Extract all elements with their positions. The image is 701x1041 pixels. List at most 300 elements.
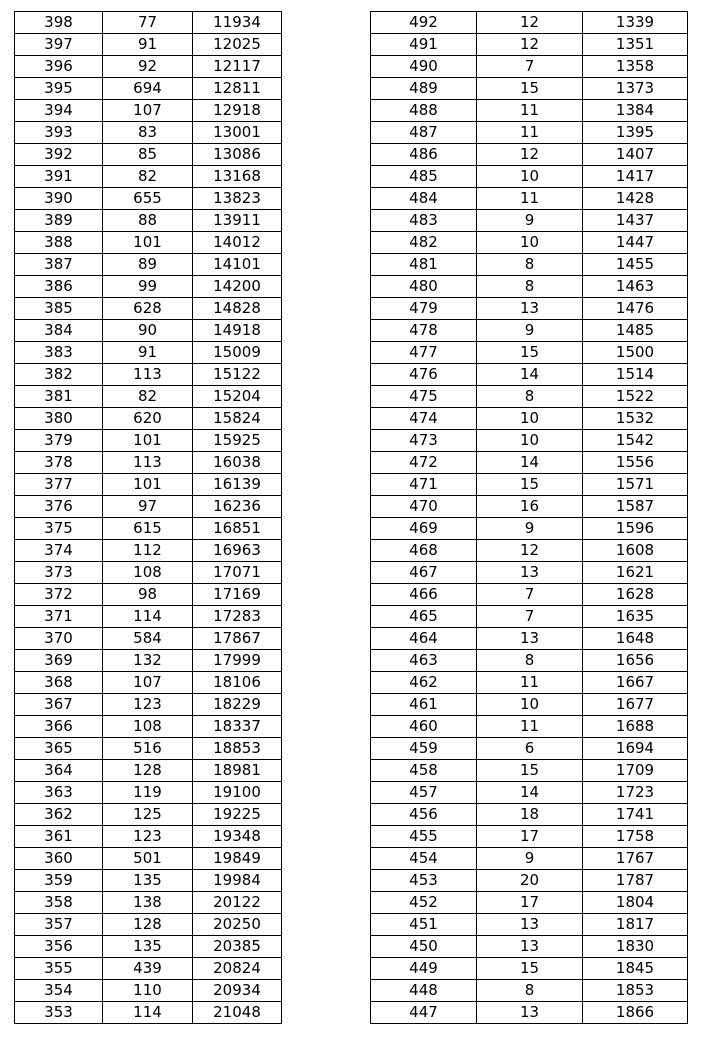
count-cell: 15 [477, 760, 583, 782]
count-cell: 620 [103, 408, 193, 430]
count-cell: 16 [477, 496, 583, 518]
score-cell: 481 [371, 254, 477, 276]
table-body [371, 12, 688, 1024]
cumulative-cell: 1417 [583, 166, 688, 188]
count-cell: 11 [477, 672, 583, 694]
count-cell: 14 [477, 452, 583, 474]
table-row [15, 386, 282, 408]
count-cell: 82 [103, 386, 193, 408]
score-cell: 486 [371, 144, 477, 166]
table-row [371, 100, 688, 122]
score-cell: 381 [15, 386, 103, 408]
table-row [15, 56, 282, 78]
cumulative-cell: 1596 [583, 518, 688, 540]
score-cell: 447 [371, 1002, 477, 1024]
table-row [371, 430, 688, 452]
cumulative-cell: 1395 [583, 122, 688, 144]
score-cell: 379 [15, 430, 103, 452]
cumulative-cell: 1767 [583, 848, 688, 870]
score-cell: 372 [15, 584, 103, 606]
count-cell: 9 [477, 320, 583, 342]
count-cell: 516 [103, 738, 193, 760]
table-row [371, 870, 688, 892]
cumulative-cell: 1351 [583, 34, 688, 56]
table-row [371, 364, 688, 386]
cumulative-cell: 1514 [583, 364, 688, 386]
cumulative-cell: 1437 [583, 210, 688, 232]
cumulative-cell: 1709 [583, 760, 688, 782]
count-cell: 119 [103, 782, 193, 804]
table-row [15, 210, 282, 232]
count-cell: 99 [103, 276, 193, 298]
cumulative-cell: 12811 [193, 78, 282, 100]
score-cell: 392 [15, 144, 103, 166]
cumulative-cell: 1723 [583, 782, 688, 804]
count-cell: 15 [477, 342, 583, 364]
cumulative-cell: 1500 [583, 342, 688, 364]
count-cell: 11 [477, 716, 583, 738]
count-cell: 12 [477, 144, 583, 166]
table-row [15, 826, 282, 848]
cumulative-cell: 1688 [583, 716, 688, 738]
table-row [371, 826, 688, 848]
count-cell: 8 [477, 386, 583, 408]
score-cell: 473 [371, 430, 477, 452]
score-cell: 387 [15, 254, 103, 276]
cumulative-cell: 1358 [583, 56, 688, 78]
cumulative-cell: 1455 [583, 254, 688, 276]
table-row [371, 496, 688, 518]
score-cell: 475 [371, 386, 477, 408]
score-cell: 365 [15, 738, 103, 760]
cumulative-cell: 15009 [193, 342, 282, 364]
table-row [371, 804, 688, 826]
count-cell: 91 [103, 34, 193, 56]
table-row [371, 1002, 688, 1024]
score-cell: 380 [15, 408, 103, 430]
table-row [371, 342, 688, 364]
score-cell: 354 [15, 980, 103, 1002]
table-row [371, 848, 688, 870]
cumulative-cell: 1571 [583, 474, 688, 496]
score-cell: 460 [371, 716, 477, 738]
table-row [371, 56, 688, 78]
score-table-left [14, 11, 282, 1024]
count-cell: 17 [477, 892, 583, 914]
table-row [15, 1002, 282, 1024]
cumulative-cell: 14012 [193, 232, 282, 254]
count-cell: 107 [103, 100, 193, 122]
count-cell: 6 [477, 738, 583, 760]
table-row [371, 980, 688, 1002]
cumulative-cell: 1628 [583, 584, 688, 606]
table-row [371, 408, 688, 430]
score-cell: 359 [15, 870, 103, 892]
table-row [15, 694, 282, 716]
count-cell: 108 [103, 562, 193, 584]
score-cell: 465 [371, 606, 477, 628]
count-cell: 11 [477, 188, 583, 210]
cumulative-cell: 15925 [193, 430, 282, 452]
count-cell: 8 [477, 254, 583, 276]
count-cell: 107 [103, 672, 193, 694]
cumulative-cell: 13168 [193, 166, 282, 188]
count-cell: 13 [477, 914, 583, 936]
table-row [15, 716, 282, 738]
cumulative-cell: 19984 [193, 870, 282, 892]
table-row [371, 936, 688, 958]
score-cell: 448 [371, 980, 477, 1002]
cumulative-cell: 1542 [583, 430, 688, 452]
table-row [15, 144, 282, 166]
count-cell: 694 [103, 78, 193, 100]
score-cell: 455 [371, 826, 477, 848]
cumulative-cell: 12117 [193, 56, 282, 78]
score-cell: 370 [15, 628, 103, 650]
table-row [371, 694, 688, 716]
cumulative-cell: 17867 [193, 628, 282, 650]
table-row [15, 122, 282, 144]
cumulative-cell: 1741 [583, 804, 688, 826]
score-cell: 368 [15, 672, 103, 694]
count-cell: 628 [103, 298, 193, 320]
score-cell: 386 [15, 276, 103, 298]
count-cell: 112 [103, 540, 193, 562]
score-cell: 376 [15, 496, 103, 518]
count-cell: 98 [103, 584, 193, 606]
count-cell: 9 [477, 518, 583, 540]
cumulative-cell: 15122 [193, 364, 282, 386]
score-cell: 367 [15, 694, 103, 716]
count-cell: 128 [103, 914, 193, 936]
table-row [371, 210, 688, 232]
cumulative-cell: 13001 [193, 122, 282, 144]
cumulative-cell: 1817 [583, 914, 688, 936]
count-cell: 91 [103, 342, 193, 364]
table-row [371, 760, 688, 782]
count-cell: 9 [477, 848, 583, 870]
cumulative-cell: 11934 [193, 12, 282, 34]
cumulative-cell: 13911 [193, 210, 282, 232]
count-cell: 11 [477, 122, 583, 144]
cumulative-cell: 19348 [193, 826, 282, 848]
count-cell: 501 [103, 848, 193, 870]
score-cell: 482 [371, 232, 477, 254]
score-cell: 375 [15, 518, 103, 540]
score-cell: 450 [371, 936, 477, 958]
table-row [371, 122, 688, 144]
table-row [371, 606, 688, 628]
score-cell: 464 [371, 628, 477, 650]
score-cell: 353 [15, 1002, 103, 1024]
cumulative-cell: 14200 [193, 276, 282, 298]
score-cell: 384 [15, 320, 103, 342]
count-cell: 138 [103, 892, 193, 914]
score-cell: 474 [371, 408, 477, 430]
score-cell: 449 [371, 958, 477, 980]
table-row [15, 518, 282, 540]
cumulative-cell: 17071 [193, 562, 282, 584]
score-cell: 389 [15, 210, 103, 232]
cumulative-cell: 1339 [583, 12, 688, 34]
table-row [371, 650, 688, 672]
cumulative-cell: 1804 [583, 892, 688, 914]
cumulative-cell: 1608 [583, 540, 688, 562]
count-cell: 7 [477, 606, 583, 628]
table-row [15, 496, 282, 518]
table-row [15, 848, 282, 870]
table-row [15, 254, 282, 276]
cumulative-cell: 1758 [583, 826, 688, 848]
cumulative-cell: 17283 [193, 606, 282, 628]
count-cell: 110 [103, 980, 193, 1002]
score-cell: 461 [371, 694, 477, 716]
count-cell: 10 [477, 694, 583, 716]
score-cell: 395 [15, 78, 103, 100]
count-cell: 15 [477, 474, 583, 496]
cumulative-cell: 19100 [193, 782, 282, 804]
count-cell: 7 [477, 584, 583, 606]
table-row [371, 298, 688, 320]
count-cell: 114 [103, 606, 193, 628]
cumulative-cell: 20250 [193, 914, 282, 936]
score-cell: 371 [15, 606, 103, 628]
count-cell: 10 [477, 166, 583, 188]
score-table-right [370, 11, 688, 1024]
cumulative-cell: 16139 [193, 474, 282, 496]
score-cell: 472 [371, 452, 477, 474]
count-cell: 20 [477, 870, 583, 892]
score-cell: 466 [371, 584, 477, 606]
table-row [371, 892, 688, 914]
score-cell: 362 [15, 804, 103, 826]
score-cell: 489 [371, 78, 477, 100]
cumulative-cell: 12918 [193, 100, 282, 122]
score-cell: 382 [15, 364, 103, 386]
score-cell: 364 [15, 760, 103, 782]
score-cell: 361 [15, 826, 103, 848]
cumulative-cell: 18853 [193, 738, 282, 760]
table-row [15, 584, 282, 606]
count-cell: 135 [103, 870, 193, 892]
table-row [371, 254, 688, 276]
table-row [15, 232, 282, 254]
count-cell: 77 [103, 12, 193, 34]
table-row [371, 452, 688, 474]
table-row [371, 584, 688, 606]
table-row [371, 34, 688, 56]
cumulative-cell: 13086 [193, 144, 282, 166]
table-row [371, 562, 688, 584]
score-cell: 476 [371, 364, 477, 386]
count-cell: 125 [103, 804, 193, 826]
cumulative-cell: 20934 [193, 980, 282, 1002]
table-row [15, 936, 282, 958]
table-row [371, 188, 688, 210]
table-row [15, 760, 282, 782]
score-cell: 477 [371, 342, 477, 364]
table-row [371, 144, 688, 166]
count-cell: 439 [103, 958, 193, 980]
score-cell: 483 [371, 210, 477, 232]
table-row [371, 232, 688, 254]
table-row [15, 34, 282, 56]
score-cell: 390 [15, 188, 103, 210]
cumulative-cell: 14101 [193, 254, 282, 276]
table-row [15, 914, 282, 936]
score-cell: 459 [371, 738, 477, 760]
cumulative-cell: 18981 [193, 760, 282, 782]
score-cell: 479 [371, 298, 477, 320]
cumulative-cell: 15204 [193, 386, 282, 408]
cumulative-cell: 18229 [193, 694, 282, 716]
cumulative-cell: 20385 [193, 936, 282, 958]
count-cell: 10 [477, 408, 583, 430]
score-cell: 378 [15, 452, 103, 474]
table-row [371, 738, 688, 760]
score-cell: 458 [371, 760, 477, 782]
table-row [15, 78, 282, 100]
score-cell: 453 [371, 870, 477, 892]
table-row [15, 166, 282, 188]
count-cell: 82 [103, 166, 193, 188]
count-cell: 15 [477, 958, 583, 980]
score-cell: 391 [15, 166, 103, 188]
cumulative-cell: 12025 [193, 34, 282, 56]
cumulative-cell: 20122 [193, 892, 282, 914]
score-cell: 388 [15, 232, 103, 254]
score-cell: 463 [371, 650, 477, 672]
score-cell: 485 [371, 166, 477, 188]
count-cell: 13 [477, 936, 583, 958]
count-cell: 15 [477, 78, 583, 100]
score-cell: 397 [15, 34, 103, 56]
table-row [15, 452, 282, 474]
count-cell: 7 [477, 56, 583, 78]
score-cell: 366 [15, 716, 103, 738]
count-cell: 584 [103, 628, 193, 650]
count-cell: 10 [477, 232, 583, 254]
table-row [15, 562, 282, 584]
score-cell: 356 [15, 936, 103, 958]
table-row [371, 716, 688, 738]
score-cell: 393 [15, 122, 103, 144]
score-cell: 457 [371, 782, 477, 804]
table-row [15, 958, 282, 980]
cumulative-cell: 1635 [583, 606, 688, 628]
cumulative-cell: 1407 [583, 144, 688, 166]
table-row [15, 298, 282, 320]
count-cell: 8 [477, 650, 583, 672]
table-body [15, 12, 282, 1024]
cumulative-cell: 17999 [193, 650, 282, 672]
score-cell: 480 [371, 276, 477, 298]
table-row [15, 980, 282, 1002]
table-row [15, 650, 282, 672]
cumulative-cell: 1694 [583, 738, 688, 760]
count-cell: 18 [477, 804, 583, 826]
count-cell: 101 [103, 232, 193, 254]
count-cell: 101 [103, 430, 193, 452]
table-row [371, 782, 688, 804]
count-cell: 113 [103, 452, 193, 474]
table-row [15, 320, 282, 342]
score-cell: 478 [371, 320, 477, 342]
cumulative-cell: 1656 [583, 650, 688, 672]
count-cell: 12 [477, 12, 583, 34]
cumulative-cell: 1677 [583, 694, 688, 716]
score-cell: 394 [15, 100, 103, 122]
cumulative-cell: 1428 [583, 188, 688, 210]
table-row [371, 166, 688, 188]
table-row [371, 540, 688, 562]
count-cell: 85 [103, 144, 193, 166]
count-cell: 11 [477, 100, 583, 122]
cumulative-cell: 20824 [193, 958, 282, 980]
table-row [15, 342, 282, 364]
cumulative-cell: 1522 [583, 386, 688, 408]
count-cell: 128 [103, 760, 193, 782]
cumulative-cell: 1447 [583, 232, 688, 254]
cumulative-cell: 15824 [193, 408, 282, 430]
table-row [371, 958, 688, 980]
cumulative-cell: 1476 [583, 298, 688, 320]
cumulative-cell: 1556 [583, 452, 688, 474]
cumulative-cell: 1532 [583, 408, 688, 430]
cumulative-cell: 1830 [583, 936, 688, 958]
cumulative-cell: 18337 [193, 716, 282, 738]
cumulative-cell: 1787 [583, 870, 688, 892]
table-row [371, 276, 688, 298]
count-cell: 615 [103, 518, 193, 540]
score-cell: 484 [371, 188, 477, 210]
table-row [15, 12, 282, 34]
count-cell: 108 [103, 716, 193, 738]
cumulative-cell: 16851 [193, 518, 282, 540]
score-cell: 363 [15, 782, 103, 804]
table-row [15, 672, 282, 694]
count-cell: 9 [477, 210, 583, 232]
count-cell: 13 [477, 298, 583, 320]
score-cell: 357 [15, 914, 103, 936]
table-row [15, 430, 282, 452]
count-cell: 92 [103, 56, 193, 78]
count-cell: 13 [477, 562, 583, 584]
table-row [371, 474, 688, 496]
table-row [15, 606, 282, 628]
score-cell: 377 [15, 474, 103, 496]
score-cell: 373 [15, 562, 103, 584]
score-cell: 487 [371, 122, 477, 144]
score-cell: 470 [371, 496, 477, 518]
cumulative-cell: 16963 [193, 540, 282, 562]
cumulative-cell: 1485 [583, 320, 688, 342]
count-cell: 8 [477, 980, 583, 1002]
cumulative-cell: 1384 [583, 100, 688, 122]
count-cell: 123 [103, 694, 193, 716]
count-cell: 12 [477, 540, 583, 562]
score-cell: 451 [371, 914, 477, 936]
count-cell: 655 [103, 188, 193, 210]
cumulative-cell: 13823 [193, 188, 282, 210]
cumulative-cell: 1667 [583, 672, 688, 694]
count-cell: 12 [477, 34, 583, 56]
cumulative-cell: 1587 [583, 496, 688, 518]
count-cell: 10 [477, 430, 583, 452]
score-cell: 492 [371, 12, 477, 34]
table-row [15, 100, 282, 122]
cumulative-cell: 1648 [583, 628, 688, 650]
